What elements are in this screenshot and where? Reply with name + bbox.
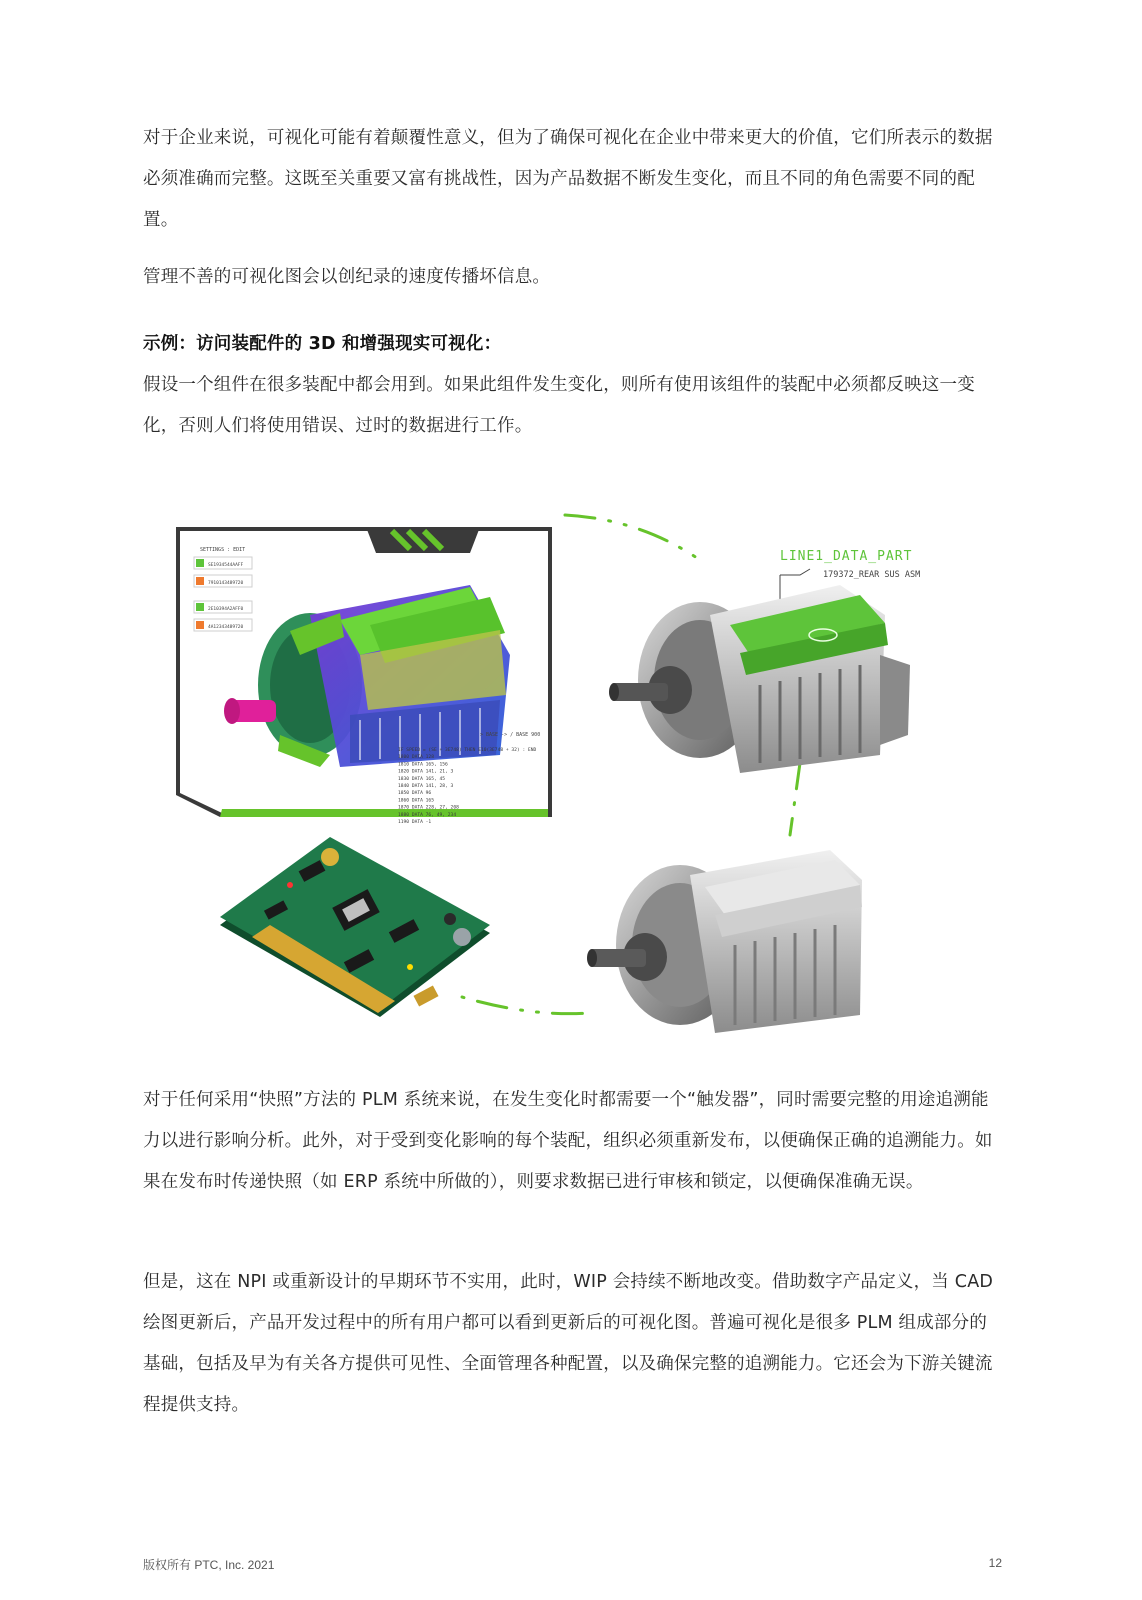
code-line: 1880 DATA 76, 49, 234 [398, 812, 457, 818]
page-number: 12 [988, 1556, 1002, 1570]
code-line: 1820 DATA 141, 21, 3 [398, 769, 454, 775]
panel-item[interactable] [194, 557, 252, 569]
copyright-footer: 版权所有 PTC, Inc. 2021 [143, 1558, 275, 1572]
panel-item-code: 4A12343489720 [208, 625, 244, 630]
code-line: 1850 DATA 96 [398, 791, 432, 797]
close-button[interactable] [526, 532, 543, 556]
visualization-figure [140, 505, 1002, 1065]
warning-paragraph: 管理不善的可视化图会以创纪录的速度传播坏信息。 [143, 267, 551, 287]
engine-model-updated [587, 850, 862, 1033]
example-paragraph: 假设一个组件在很多装配中都会用到。如果此组件发生变化，则所有使用该组件的装配中必须都反映这一变化，否则人们将使用错误、过时的数据进行工作。 [143, 375, 975, 436]
panel-bottom-bar [220, 809, 548, 817]
code-line: IF SPEED = (SE + 3E748) THEN E10(3E748 + 32) : END [398, 748, 537, 753]
code-line: 1840 DATA 141, 28, 3 [398, 784, 454, 789]
example-heading: 示例：访问装配件的 3D 和增强现实可视化： [143, 334, 502, 354]
ar-part-label: LINE1_DATA_PART [780, 549, 913, 564]
code-line: 1860 DATA 165 [398, 798, 434, 804]
panel-item-code: SE1934544AAFF [208, 563, 244, 568]
panel-item-swatch [196, 621, 204, 629]
panel-item[interactable] [194, 601, 252, 613]
panel-header: SETTINGS : EDIT [200, 547, 246, 553]
ar-assembly-label: 179372_REAR SUS ASM [823, 570, 921, 580]
code-line: 1190 DATA -1 [398, 820, 432, 825]
panel-item-code: 2E10394A2AFF0 [208, 607, 244, 612]
code-line: 1810 DATA 165, 156 [398, 762, 448, 768]
npi-paragraph: 但是，这在 NPI 或重新设计的早期环节不实用，此时，WIP 会持续不断地改变。借助数字产品定义，当 CAD 绘图更新后，产品开发过程中的所有用户都可以看到更新后的可视化图。普遍可视化是很多 PLM 组成部分的基础，包括及早为有关各方提供可见性、全面管理各种配置，以及确保完整的追溯能力。它还会为下游关键流程提供支持。 [143, 1272, 994, 1415]
panel-item[interactable] [194, 575, 252, 587]
circuit-board-model [220, 837, 490, 1017]
panel-item[interactable] [194, 619, 252, 631]
panel-item-swatch [196, 603, 204, 611]
intro-paragraph: 对于企业来说，可视化可能有着颠覆性意义，但为了确保可视化在企业中带来更大的价值，它们所表示的数据必须准确而完整。这既至关重要又富有挑战性，因为产品数据不断发生变化，而且不同的角色需要不同的配置。 [143, 128, 993, 230]
code-line: 1870 DATA 228, 27, 208 [398, 805, 459, 811]
code-line: 1800 DATA 128 [398, 755, 434, 761]
close-icon[interactable]: ✕ [525, 532, 543, 556]
panel-item-code: 7910143489720 [208, 581, 244, 586]
snapshot-paragraph: 对于任何采用“快照”方法的 PLM 系统来说，在发生变化时都需要一个“触发器”，同时需要完整的用途追溯能力以进行影响分析。此外，对于受到变化影响的每个装配，组织必须重新发布，以便确保正确的追溯能力。如果在发布时传递快照（如 ERP 系统中所做的），则要求数据已进行审核和锁定，以便确保准确无误。 [143, 1090, 993, 1192]
engine-model-highlighted [609, 585, 910, 773]
panel-item-swatch [196, 559, 204, 567]
ar-panel [176, 527, 552, 825]
code-line: 1830 DATA 165, 45 [398, 776, 446, 782]
panel-item-swatch [196, 577, 204, 585]
panel-arrow-text: > BASE -> / BASE 900 [480, 732, 541, 738]
